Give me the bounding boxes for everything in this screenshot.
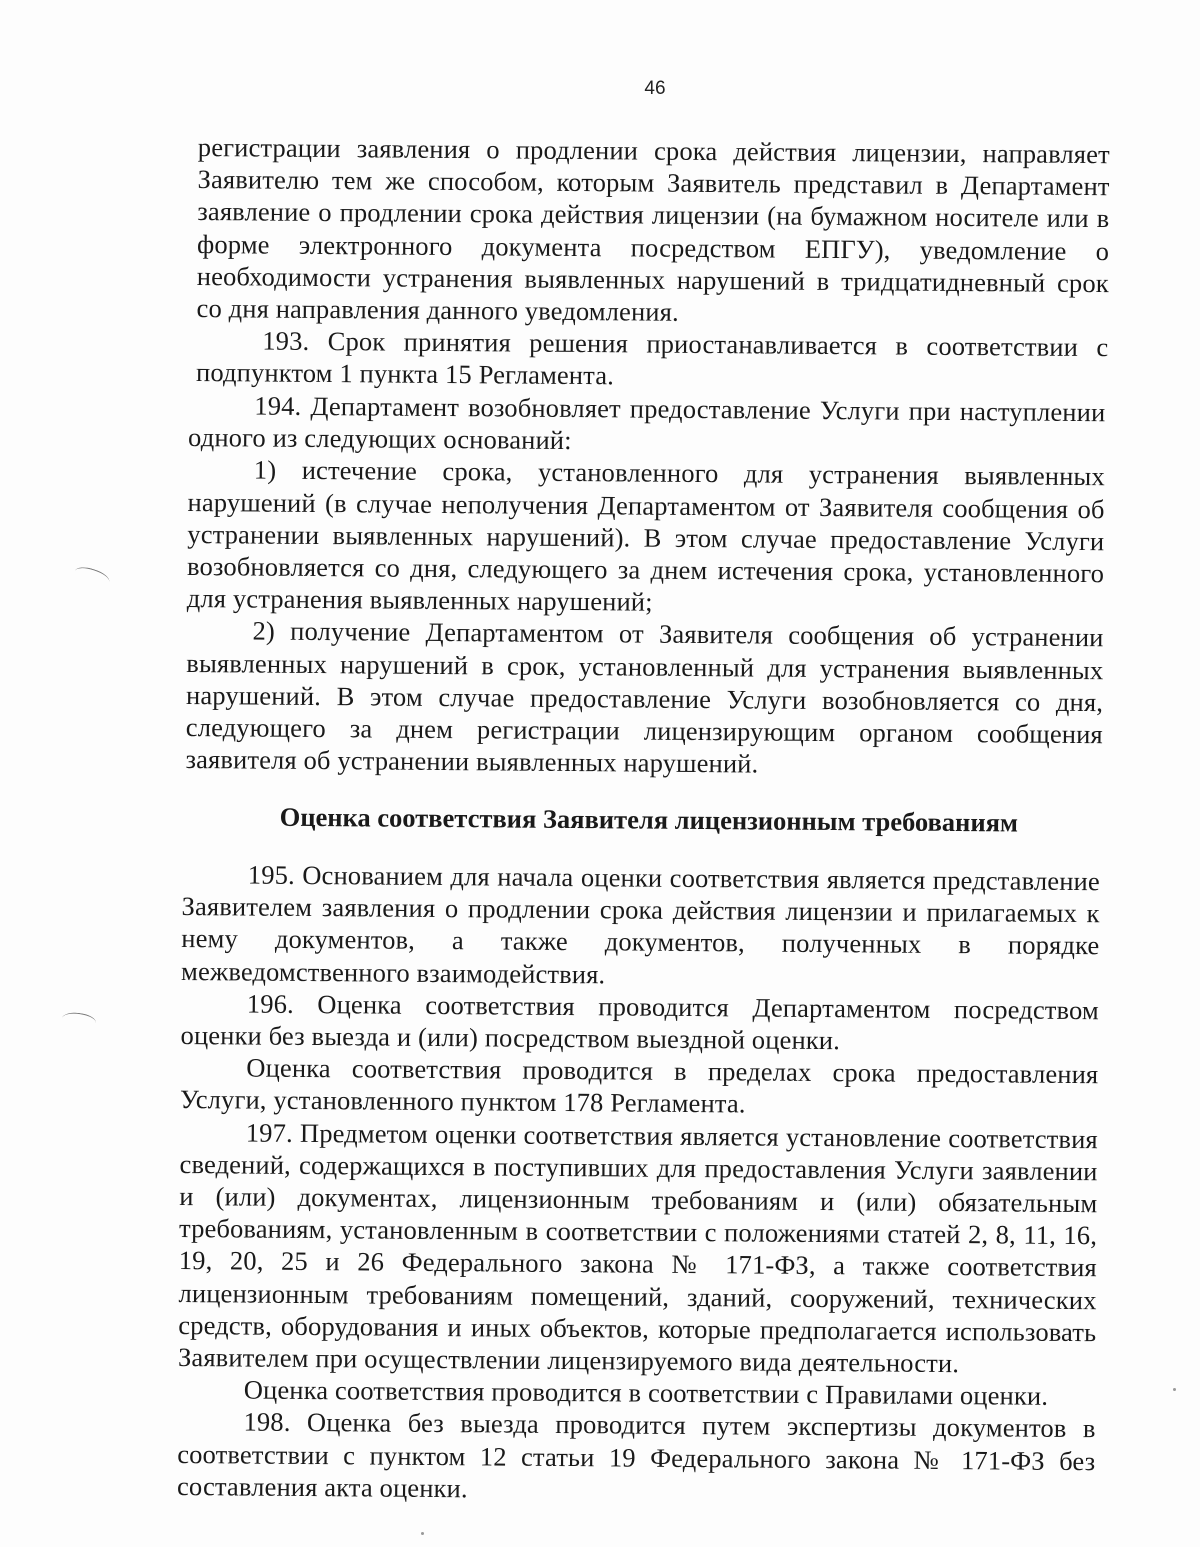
scan-artifact-mark — [61, 1011, 97, 1031]
paragraph-196-note: Оценка соответствия проводится в пределах срока предоставления Услуги, установленного пунктом 178 Регламента. — [179, 1052, 1099, 1119]
page-number: 46 — [644, 78, 666, 99]
text-block-middle — [185, 390, 1106, 783]
paragraph-196: 196. Оценка соответствия проводится Департаментом посредством оценки без выезда и (или) посредством выездной оценки. — [180, 988, 1099, 1056]
paragraph-194: 194. Департамент возобновляет предоставление Услуги при наступлении одного из следующих оснований: — [188, 390, 1106, 456]
paragraph-194-item-2: 2) получение Департаментом от Заявителя сообщения об устранении выявленных нарушений в срок, установленный для устранения выявленных нарушений. В этом случае предоставление Услуги возобновляется со дня, следующего за днем регистрации лицензирующим органом сообщения заявителя об устранении выявленных нарушений. — [185, 615, 1104, 779]
text-block-bottom — [177, 858, 1100, 1509]
paragraph-195: 195. Основанием для начала оценки соответствия является представление Заявителем заявления о продлении срока действия лицензии и прилагаемых к нему документов, а также документов, полученных в порядке межведомственного взаимодействия. — [180, 859, 1100, 989]
text-block-top — [196, 131, 1110, 396]
section-heading: Оценка соответствия Заявителя лицензионным требованиям — [279, 801, 1019, 838]
paragraph-194-item-1: 1) истечение срока, установленного для устранения выявленных нарушений (в случае неполучения Департаментом от Заявителя сообщения об устранении выявленных нарушений). В этом случае предоставление Услуги возобновляется со дня, следующего за днем истечения срока, установленного для устранения выявленных нарушений; — [186, 454, 1105, 617]
paragraph-continuation: регистрации заявления о продлении срока действия лицензии, направляет Заявителю тем же способом, которым Заявитель представил в Департамент заявление о продлении срока действия лицензии (на бумажном носителе или в форме электронного документа посредством ЕПГУ), уведомление о необходимости устранения выявленных нарушений в тридцатидневный срок со дня направления данного уведомления. — [196, 131, 1110, 327]
scan-speck — [421, 1532, 424, 1535]
scan-speck — [1173, 1388, 1176, 1391]
paragraph-198: 198. Оценка без выезда проводится путем экспертизы документов в соответствии с пунктом 12 статьи 19 Федерального закона № 171-ФЗ без составления акта оценки. — [176, 1406, 1096, 1504]
paragraph-197-note: Оценка соответствия проводится в соответствии с Правилами оценки. — [243, 1374, 1049, 1412]
scan-artifact-mark — [73, 564, 112, 589]
paragraph-197: 197. Предметом оценки соответствия является установление соответствия сведений, содержащихся в поступивших для предоставления Услуги заявлении и (или) документах, лицензионным требованиям и (или) обязательным требованиям, установленным в соответствии с положениями статей 2, 8, 11, 16, 19, 20, 25 и 26 Федерального закона № 171-ФЗ, а также соответствия лицензионным требованиям помещений, зданий, сооружений, технических средств, оборудования и иных объектов, которые предполагается использовать Заявителем при осуществлении лицензируемого вида деятельности. — [177, 1117, 1098, 1379]
paragraph-193: 193. Срок принятия решения приостанавливается в соответствии с подпунктом 1 пункта 15 Регламента. — [195, 325, 1109, 391]
